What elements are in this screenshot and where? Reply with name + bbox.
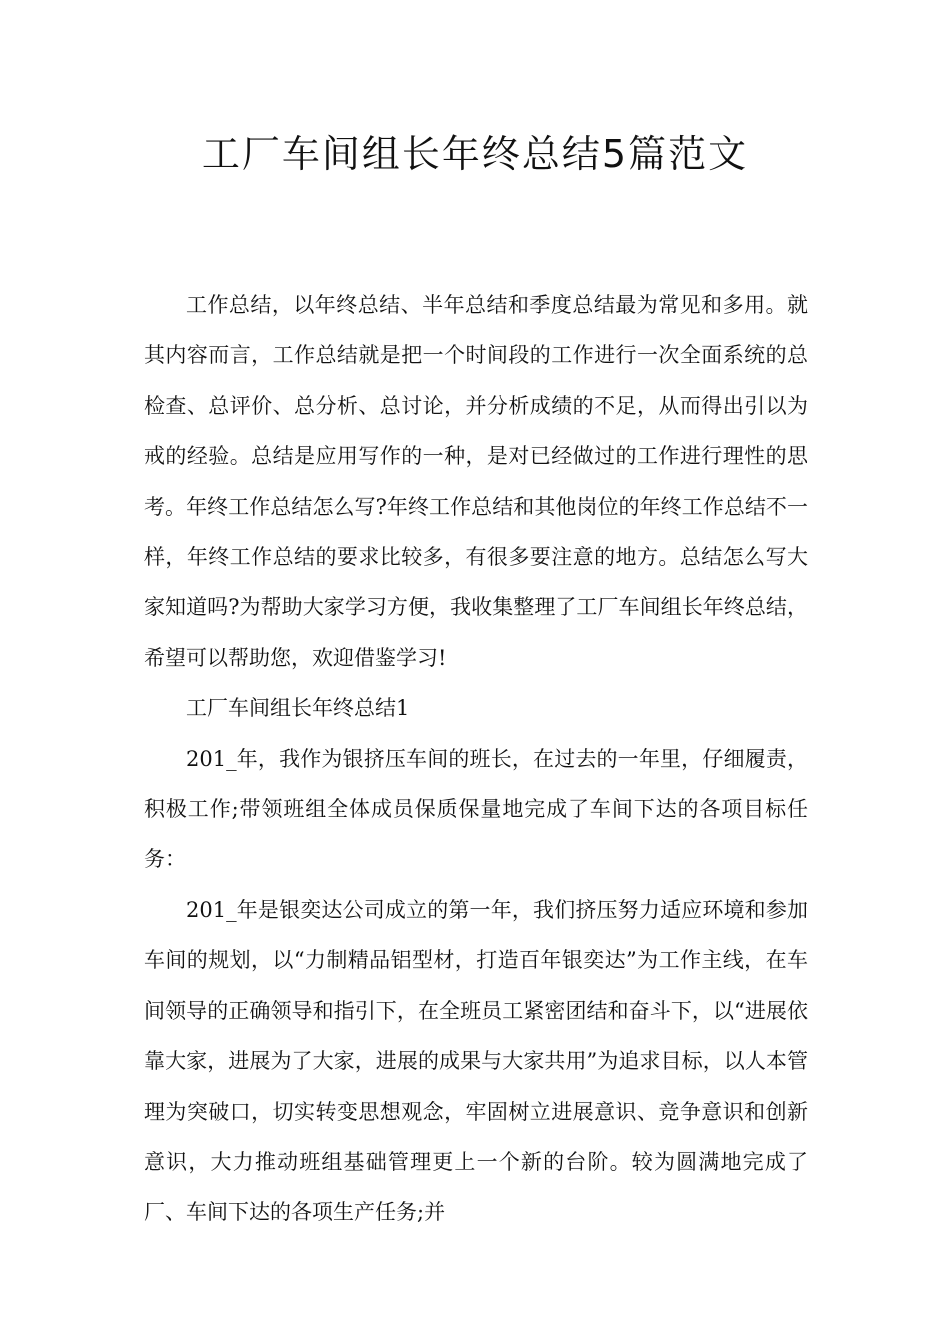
document-body <box>144 280 808 1238</box>
body-paragraph: 201_年是银奕达公司成立的第一年，我们挤压努力适应环境和参加车间的规划，以“力制精品铝型材，打造百年银奕达”为工作主线，在车间领导的正确领导和指引下，在全班员工紧密团结和奋斗下，以“进展依靠大家，进展为了大家，进展的成果与大家共用”为追求目标，以人本管理为突破口，切实转变思想观念，牢固树立进展意识、竞争意识和创新意识，大力推动班组基础管理更上一个新的台阶。较为圆满地完成了厂、车间下达的各项生产任务;并 <box>144 897 808 1225</box>
intro-paragraph: 工作总结，以年终总结、半年总结和季度总结最为常见和多用。就其内容而言，工作总结就是把一个时间段的工作进行一次全面系统的总检查、总评价、总分析、总讨论，并分析成绩的不足，从而得出引以为戒的经验。总结是应用写作的一种，是对已经做过的工作进行理性的思考。年终工作总结怎么写?年终工作总结和其他岗位的年终工作总结不一样，年终工作总结的要求比较多，有很多要注意的地方。总结怎么写大家知道吗?为帮助大家学习方便，我收集整理了工厂车间组长年终总结，希望可以帮助您，欢迎借鉴学习! <box>144 293 808 670</box>
body-paragraph: 201_年，我作为银挤压车间的班长，在过去的一年里，仔细履责，积极工作;带领班组全体成员保质保量地完成了车间下达的各项目标任务： <box>144 746 808 872</box>
document-title: 工厂车间组长年终总结5篇范文 <box>201 132 749 176</box>
section-heading: 工厂车间组长年终总结1 <box>186 696 410 721</box>
